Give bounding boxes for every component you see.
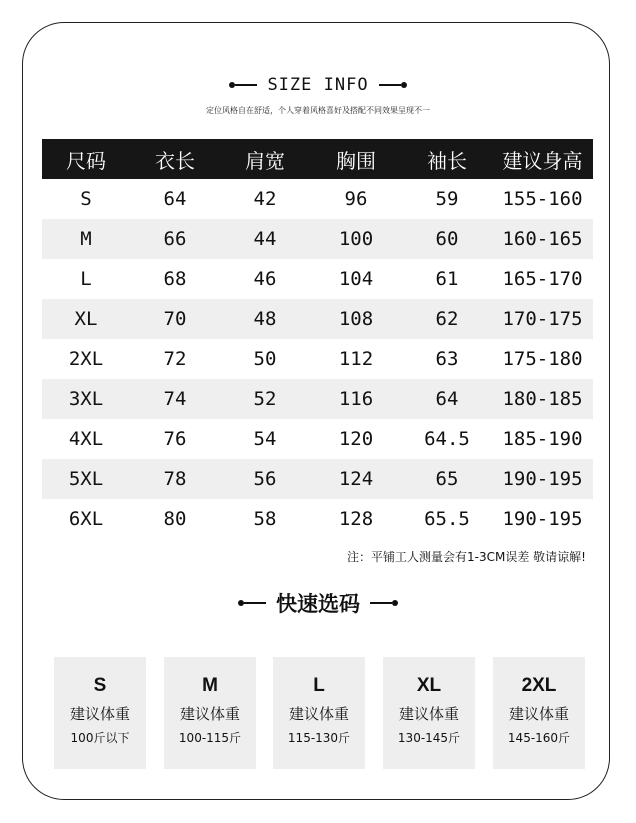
card-weight-range: 115-130斤 [287, 731, 351, 745]
cell-sleeve: 65.5 [424, 508, 470, 530]
cell-chest: 128 [338, 508, 374, 530]
cell-size: XL [74, 308, 98, 330]
table-row [42, 219, 593, 259]
header-size: 尺码 [66, 148, 106, 173]
size-table [42, 139, 593, 539]
header-sleeve: 袖长 [427, 148, 467, 173]
left-decoration [229, 82, 257, 88]
cell-shoulder: 58 [253, 508, 277, 530]
cell-shoulder: 56 [253, 468, 277, 490]
table-header [42, 139, 593, 179]
size-info-header [0, 72, 636, 98]
header-height: 建议身高 [502, 148, 583, 173]
card-weight-range: 145-160斤 [507, 731, 571, 745]
cell-chest: 124 [338, 468, 374, 490]
cell-size: 5XL [68, 468, 104, 490]
table-row [42, 259, 593, 299]
card-size: XL [416, 675, 442, 696]
card-label: 建议体重 [179, 705, 240, 723]
cell-shoulder: 48 [253, 308, 277, 330]
cell-chest: 116 [338, 388, 374, 410]
table-row [42, 459, 593, 499]
cell-size: 2XL [68, 348, 104, 370]
cell-chest: 108 [338, 308, 374, 330]
measurement-note: 注：平铺工人测量会有1-3CM误差 敬请谅解! [347, 550, 586, 564]
card-size: S [93, 675, 107, 696]
cell-length: 76 [163, 428, 187, 450]
header-chest: 胸围 [336, 148, 376, 173]
cell-height: 180-185 [502, 388, 583, 410]
cell-shoulder: 42 [253, 188, 277, 210]
cell-height: 165-170 [502, 268, 583, 290]
card-size: L [313, 675, 325, 696]
card-size: M [202, 675, 218, 696]
cell-shoulder: 46 [253, 268, 277, 290]
left-decoration [238, 600, 266, 606]
card-label: 建议体重 [288, 705, 349, 723]
quick-select-header [0, 588, 636, 618]
card-weight-range: 100斤以下 [70, 731, 130, 745]
size-card [383, 657, 475, 769]
header-length: 衣长 [155, 148, 195, 173]
card-weight-range: 130-145斤 [397, 731, 461, 745]
cell-length: 66 [163, 228, 187, 250]
size-card [273, 657, 365, 769]
cell-sleeve: 63 [435, 348, 459, 370]
cell-length: 80 [163, 508, 187, 530]
cell-length: 78 [163, 468, 187, 490]
cell-sleeve: 64.5 [424, 428, 470, 450]
cell-chest: 112 [338, 348, 374, 370]
table-row [42, 499, 593, 539]
size-card [164, 657, 256, 769]
cell-size: 6XL [68, 508, 104, 530]
cell-length: 64 [163, 188, 187, 210]
table-body [42, 179, 593, 539]
table-row [42, 419, 593, 459]
cell-sleeve: 59 [435, 188, 459, 210]
cell-size: 3XL [68, 388, 104, 410]
cell-size: M [80, 228, 92, 250]
right-decoration [370, 600, 398, 606]
cell-height: 190-195 [502, 508, 583, 530]
cell-shoulder: 50 [253, 348, 277, 370]
cell-height: 190-195 [502, 468, 583, 490]
header-shoulder: 肩宽 [245, 148, 285, 173]
cell-size: S [80, 188, 92, 210]
card-label: 建议体重 [508, 705, 569, 723]
cell-height: 170-175 [502, 308, 583, 330]
cell-length: 72 [163, 348, 187, 370]
cell-sleeve: 62 [435, 308, 459, 330]
quick-select-cards [54, 657, 587, 769]
card-size: 2XL [521, 675, 557, 696]
cell-length: 74 [163, 388, 187, 410]
page-subtitle: 定位风格自在舒适，个人穿着风格喜好及搭配不同效果呈现不一 [206, 106, 430, 115]
cell-height: 160-165 [502, 228, 583, 250]
cell-chest: 96 [344, 188, 368, 210]
page-title: SIZE INFO [267, 75, 369, 95]
quick-select-title: 快速选码 [276, 592, 360, 616]
table-row [42, 179, 593, 219]
cell-chest: 100 [338, 228, 374, 250]
card-label: 建议体重 [69, 705, 130, 723]
cell-height: 185-190 [502, 428, 583, 450]
cell-length: 70 [163, 308, 187, 330]
card-label: 建议体重 [398, 705, 459, 723]
cell-chest: 120 [338, 428, 374, 450]
cell-height: 175-180 [502, 348, 583, 370]
table-row [42, 339, 593, 379]
table-row [42, 299, 593, 339]
cell-sleeve: 64 [435, 388, 459, 410]
cell-shoulder: 52 [253, 388, 277, 410]
cell-shoulder: 54 [253, 428, 277, 450]
cell-height: 155-160 [502, 188, 583, 210]
cell-sleeve: 65 [435, 468, 459, 490]
table-row [42, 379, 593, 419]
cell-size: 4XL [68, 428, 104, 450]
cell-sleeve: 61 [435, 268, 459, 290]
size-card [54, 657, 146, 769]
cell-chest: 104 [338, 268, 374, 290]
cell-size: L [80, 268, 92, 290]
card-weight-range: 100-115斤 [178, 731, 242, 745]
cell-sleeve: 60 [435, 228, 459, 250]
size-card [493, 657, 585, 769]
right-decoration [379, 82, 407, 88]
cell-shoulder: 44 [253, 228, 277, 250]
cell-length: 68 [163, 268, 187, 290]
